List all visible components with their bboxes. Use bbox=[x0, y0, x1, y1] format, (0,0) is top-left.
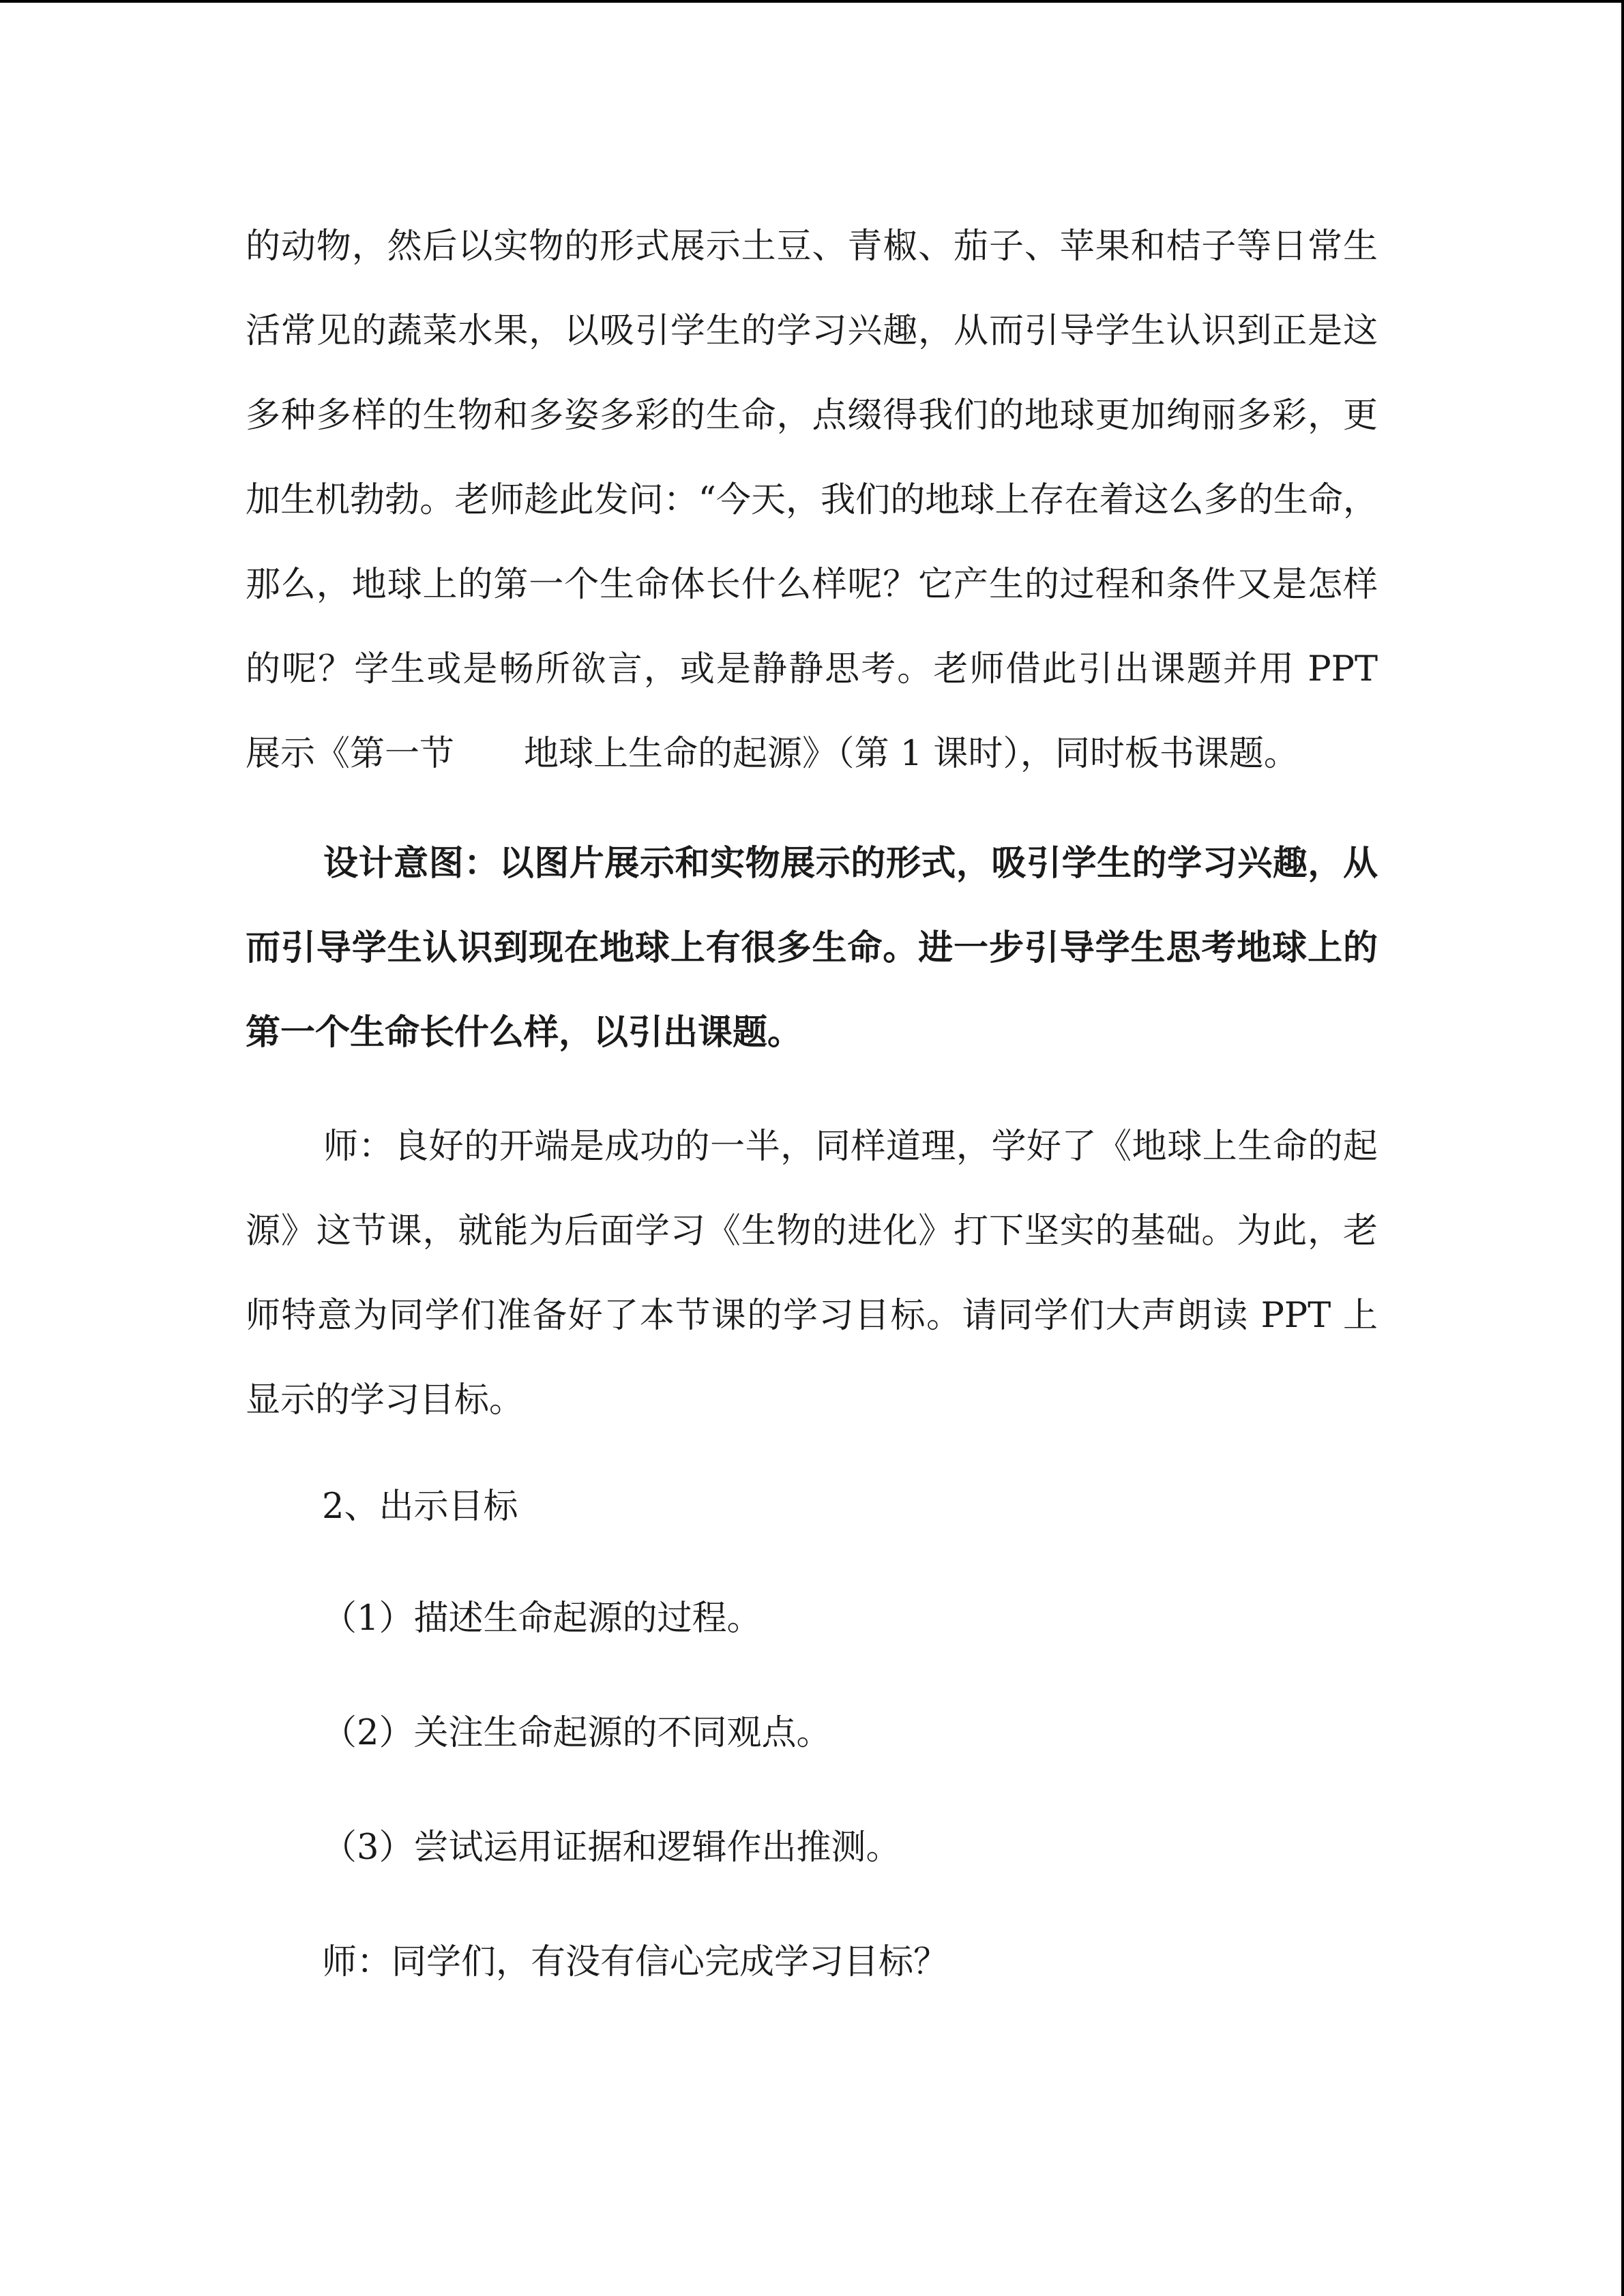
intro-paragraph: 的动物，然后以实物的形式展示土豆、青椒、茄子、苹果和桔子等日常生活常见的蔬菜水果，以吸引学生的学习兴趣，从而引导学生认识到正是这多种多样的生物和多姿多彩的生命，点缀得我们的地球更加绚丽多彩，更加生机勃勃。老师趁此发问：“今天，我们的地球上存在着这么多的生命，那么，地球上的第一个生命体长什么样呢？它产生的过程和条件又是怎样的呢？学生或是畅所欲言，或是静静思考。老师借此引出课题并用 PPT 展示《第一节 地球上生命的起源》（第 1 课时），同时板书课题。 bbox=[246, 226, 1378, 774]
design-intent-paragraph: 设计意图：以图片展示和实物展示的形式，吸引学生的学习兴趣，从而引导学生认识到现在地球上有很多生命。进一步引导学生思考地球上的第一个生命长什么样，以引出课题。 bbox=[246, 843, 1378, 1053]
teacher-question: 师：同学们，有没有信心完成学习目标？ bbox=[322, 1942, 949, 1982]
objective-item-2: （2）关注生命起源的不同观点。 bbox=[322, 1713, 831, 1753]
section-heading: 2、出示目标 bbox=[322, 1487, 518, 1527]
document-body bbox=[246, 205, 1378, 1984]
objective-item-1: （1）描述生命起源的过程。 bbox=[322, 1598, 762, 1639]
objective-item-3: （3）尝试运用证据和逻辑作出推测。 bbox=[322, 1828, 901, 1868]
teacher-paragraph: 师：良好的开端是成功的一半，同样道理，学好了《地球上生命的起源》这节课，就能为后面学习《生物的进化》打下坚实的基础。为此，老师特意为同学们准备好了本节课的学习目标。请同学们大声朗读 PPT 上显示的学习目标。 bbox=[246, 1127, 1378, 1420]
